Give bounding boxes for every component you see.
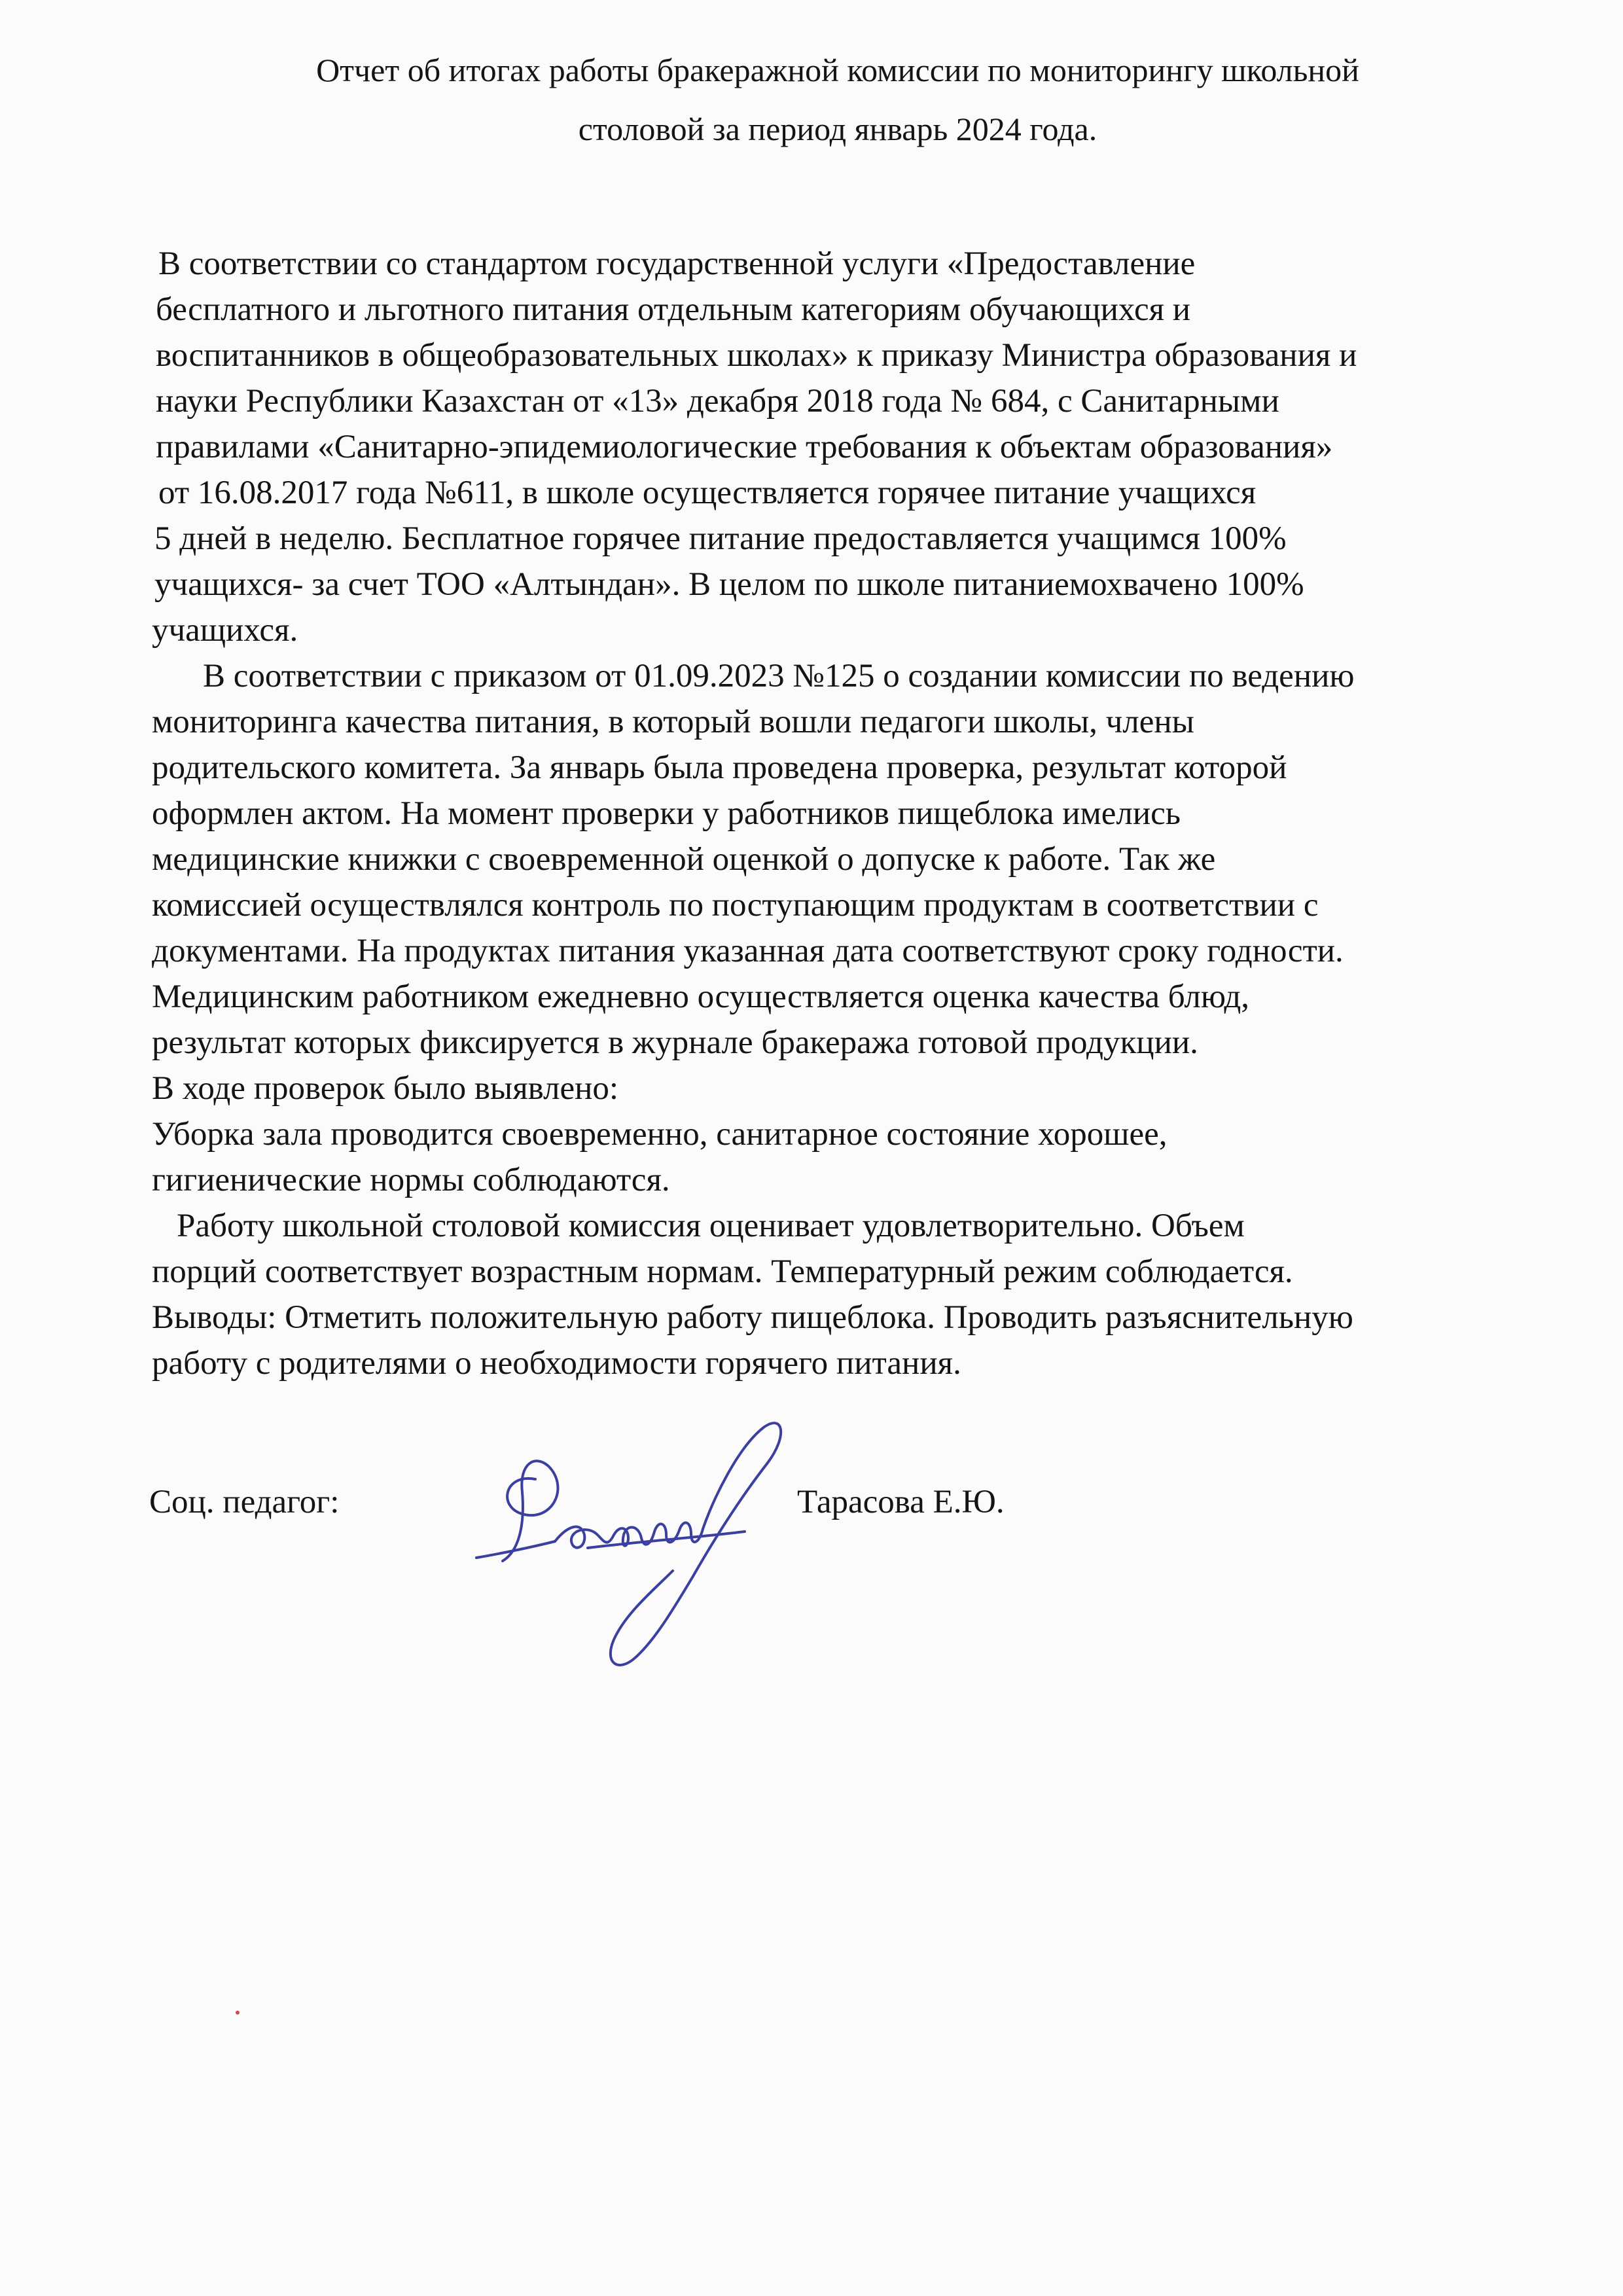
body-line: работу с родителями о необходимости горячего питания. [152,1345,961,1382]
body-line: воспитанников в общеобразовательных школах» к приказу Министра образования и [156,337,1357,374]
signatory-name: Тарасова Е.Ю. [797,1484,1005,1520]
document-title [216,41,1459,158]
handwritten-signature [457,1401,797,1676]
body-line: гигиенические нормы соблюдаются. [152,1162,670,1198]
ink-speck [236,2011,240,2015]
body-line: Работу школьной столовой комиссия оценивает удовлетворительно. Объем [177,1208,1245,1244]
body-line: порций соответствует возрастным нормам. Температурный режим соблюдается. [152,1253,1293,1290]
body-line: результат которых фиксируется в журнале бракеража готовой продукции. [152,1024,1198,1061]
body-line: родительского комитета. За январь была проведена проверка, результат которой [152,749,1287,786]
body-line: В соответствии с приказом от 01.09.2023 №125 о создании комиссии по ведению [203,658,1355,694]
body-line: учащихся. [152,612,298,649]
body-line: правилами «Санитарно-эпидемиологические требования к объектам образования» [156,429,1333,465]
body-line: оформлен актом. На момент проверки у работников пищеблока имелись [152,795,1181,832]
body-line: Выводы: Отметить положительную работу пищеблока. Проводить разъяснительную [152,1299,1353,1336]
body-line: учащихся- за счет ТОО «Алтындан». В целом по школе питаниемохвачено 100% [154,566,1304,603]
body-line: документами. На продуктах питания указанная дата соответствуют сроку годности. [152,933,1344,969]
body-line: Медицинским работником ежедневно осуществляется оценка качества блюд, [152,978,1250,1015]
body-line: Уборка зала проводится своевременно, санитарное состояние хорошее, [152,1116,1168,1153]
body-line: В соответствии со стандартом государственной услуги «Предоставление [158,245,1196,282]
body-line: медицинские книжки с своевременной оценкой о допуске к работе. Так же [152,841,1216,878]
title-line-1: Отчет об итогах работы бракеражной комиссии по мониторингу школьной [316,52,1359,88]
role-label: Соц. педагог: [149,1484,340,1520]
signature-block [149,1460,1458,1656]
body-line: комиссией осуществлялся контроль по поступающим продуктам в соответствии с [152,887,1319,924]
document-body [149,241,1563,1386]
body-line: бесплатного и льготного питания отдельным категориям обучающихся и [156,291,1191,328]
body-line: науки Республики Казахстан от «13» декабря 2018 года № 684, с Санитарными [156,383,1279,420]
body-line: мониторинга качества питания, в который вошли педагоги школы, члены [152,704,1194,740]
body-line: от 16.08.2017 года №611, в школе осуществляется горячее питание учащихся [158,475,1257,511]
body-line: В ходе проверок было выявлено: [152,1070,619,1107]
title-line-2: столовой за период январь 2024 года. [578,111,1097,147]
body-line: 5 дней в неделю. Бесплатное горячее питание предоставляется учащимся 100% [154,520,1287,557]
